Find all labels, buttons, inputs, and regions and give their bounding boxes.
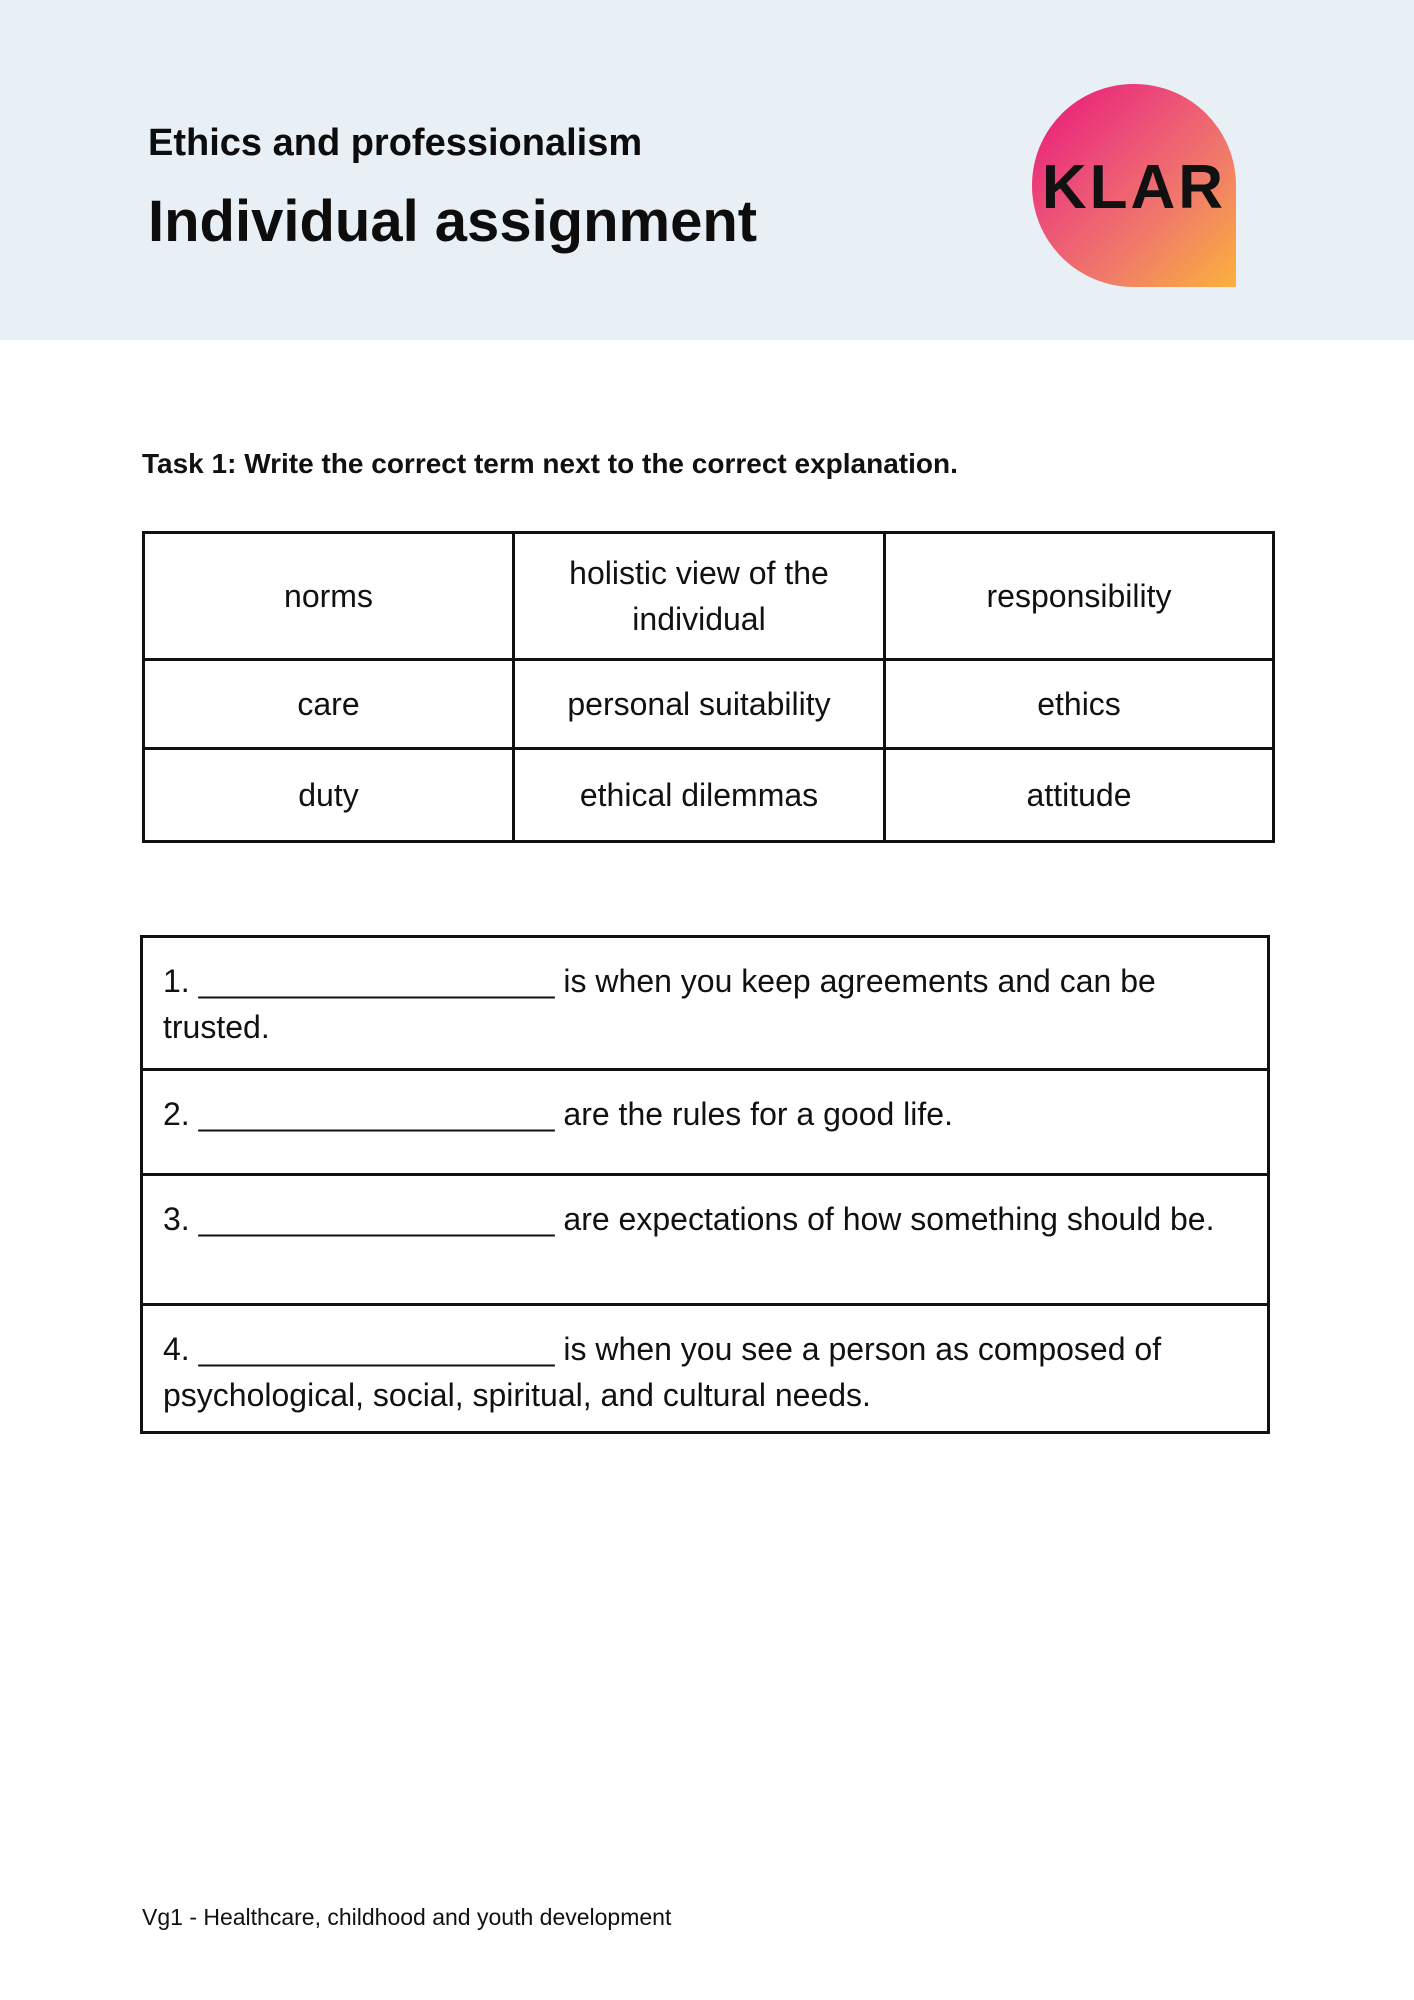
term-cell: duty xyxy=(144,749,514,842)
sentences-box xyxy=(140,935,1270,1434)
term-cell: ethics xyxy=(885,660,1274,749)
sentence-item: 3. ____________________ are expectations of how something should be. xyxy=(143,1173,1267,1303)
header-band xyxy=(0,0,1414,340)
sentence-item: 1. ____________________ is when you keep agreements and can be trusted. xyxy=(163,963,1156,1045)
terms-row xyxy=(144,749,1274,842)
sentence-item: 4. ____________________ is when you see a person as composed of psychological, social, spiritual, and cultural needs. xyxy=(143,1303,1267,1431)
term-cell: care xyxy=(144,660,514,749)
terms-row xyxy=(144,533,1274,660)
term-cell: holistic view of the individual xyxy=(514,533,885,660)
terms-row xyxy=(144,660,1274,749)
terms-table xyxy=(142,531,1275,843)
term-cell: attitude xyxy=(885,749,1274,842)
term-cell: norms xyxy=(144,533,514,660)
task-heading: Task 1: Write the correct term next to the correct explanation. xyxy=(142,448,958,479)
term-cell: responsibility xyxy=(885,533,1274,660)
page-title: Individual assignment xyxy=(148,189,758,254)
footer-text: Vg1 - Healthcare, childhood and youth development xyxy=(142,1904,672,1930)
subject-title: Ethics and professionalism xyxy=(148,122,643,164)
logo-text: KLAR xyxy=(1041,153,1227,222)
term-cell: personal suitability xyxy=(514,660,885,749)
term-cell: ethical dilemmas xyxy=(514,749,885,842)
sentence-item: 2. ____________________ are the rules for a good life. xyxy=(143,1068,1267,1173)
klar-logo xyxy=(1032,84,1236,287)
